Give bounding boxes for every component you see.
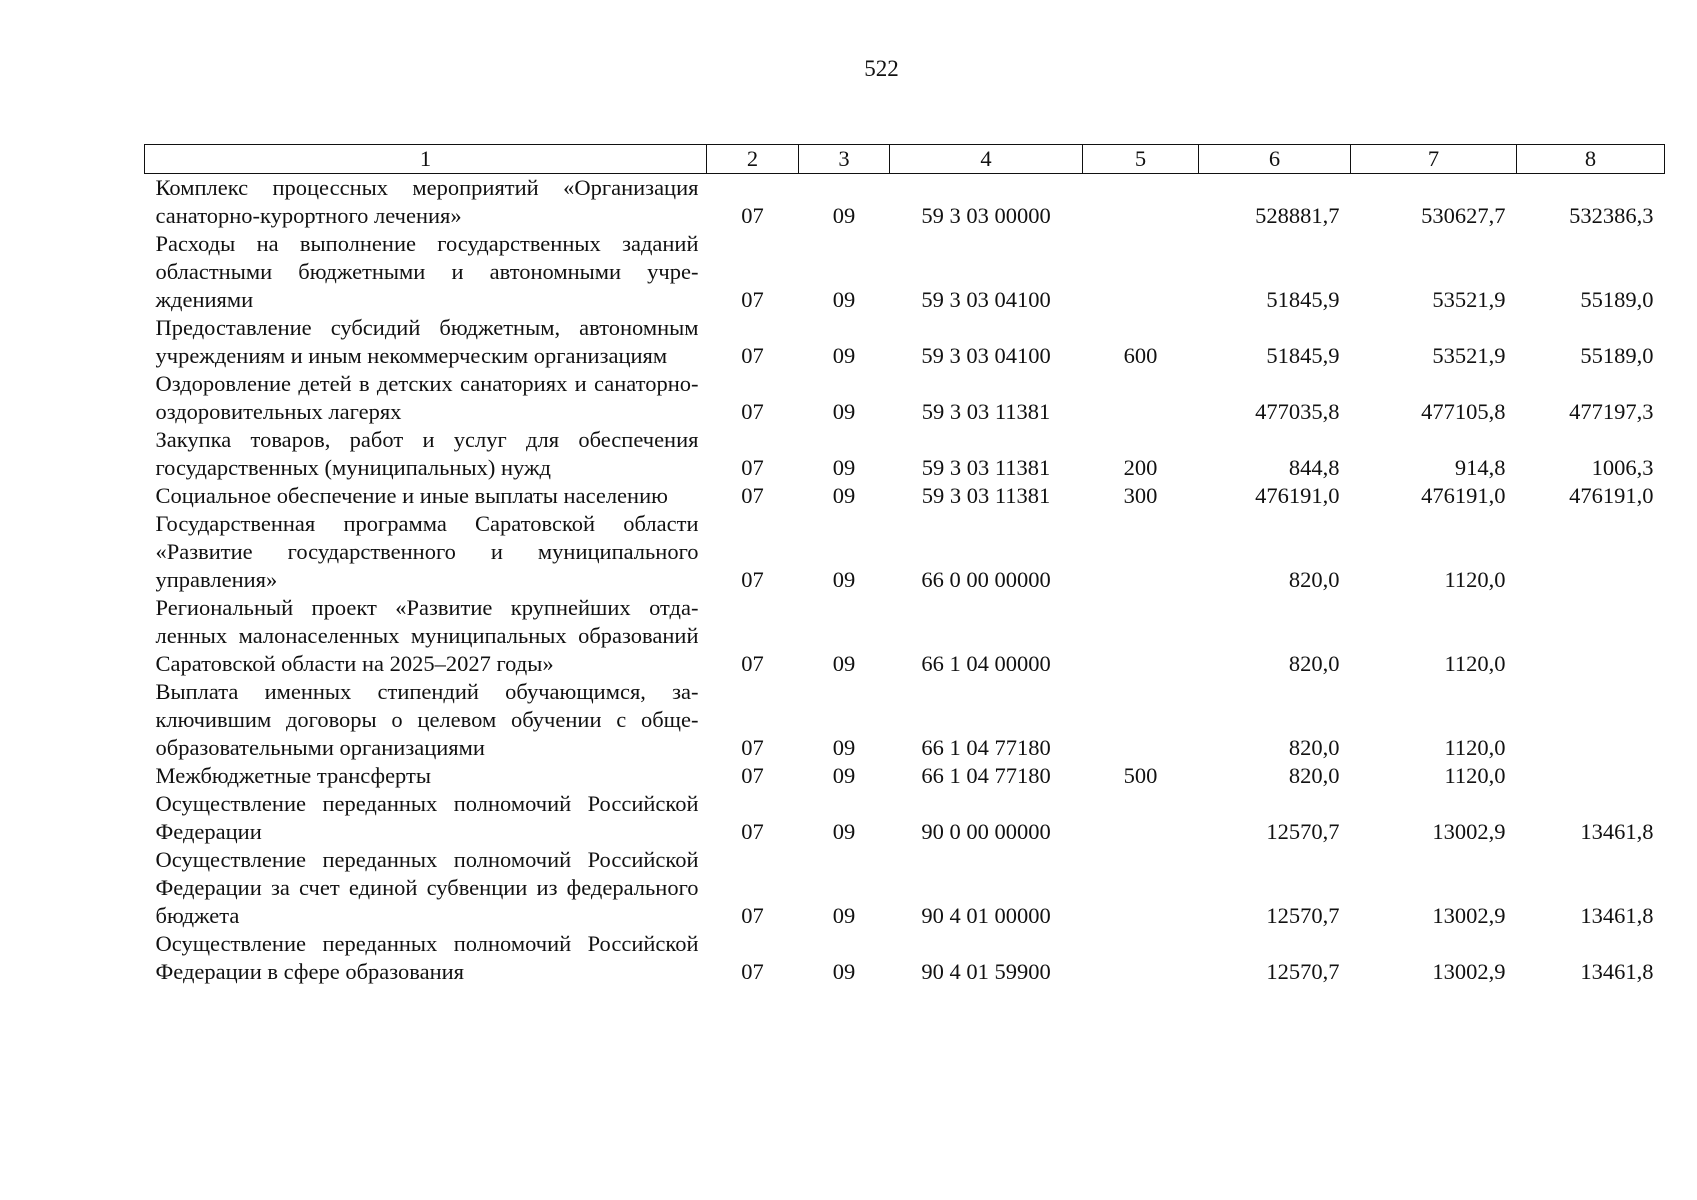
section-code: 07 bbox=[741, 651, 764, 676]
header-row bbox=[145, 145, 1665, 174]
amount-col-6: 528881,7 bbox=[1255, 203, 1340, 228]
table-row bbox=[145, 510, 1665, 594]
header-cell: 4 bbox=[890, 145, 1083, 174]
amount-col-7: 13002,9 bbox=[1432, 903, 1506, 928]
subsection-code: 09 bbox=[832, 399, 856, 424]
section-code: 07 bbox=[741, 287, 764, 312]
amount-col-6: 820,0 bbox=[1288, 651, 1340, 676]
table-row bbox=[145, 370, 1665, 426]
amount-col-8 bbox=[1517, 510, 1665, 594]
header-cell: 5 bbox=[1083, 145, 1199, 174]
subsection-code: 09 bbox=[832, 343, 856, 368]
amount-col-6: 820,0 bbox=[1288, 567, 1340, 592]
target-article-code: 66 1 04 77180 bbox=[921, 735, 1051, 760]
subsection-code: 09 bbox=[832, 287, 856, 312]
amount-col-6: 820,0 bbox=[1288, 735, 1340, 760]
expense-type-code: 300 bbox=[1123, 483, 1158, 508]
amount-col-7: 914,8 bbox=[1454, 455, 1506, 480]
expense-type-code bbox=[1083, 846, 1199, 930]
table-row bbox=[145, 426, 1665, 482]
expense-type-code bbox=[1083, 174, 1199, 231]
target-article-code: 59 3 03 11381 bbox=[921, 483, 1051, 508]
amount-col-6: 12570,7 bbox=[1266, 959, 1340, 984]
section-code: 07 bbox=[741, 763, 764, 788]
subsection-code: 09 bbox=[832, 903, 856, 928]
amount-col-6: 51845,9 bbox=[1266, 287, 1340, 312]
table-row bbox=[145, 678, 1665, 762]
target-article-code: 66 0 00 00000 bbox=[921, 567, 1051, 592]
header-cell: 7 bbox=[1351, 145, 1517, 174]
table-row bbox=[145, 594, 1665, 678]
subsection-code: 09 bbox=[832, 567, 856, 592]
row-name: Социальное обеспечение и иные выплаты населению bbox=[155, 483, 668, 508]
target-article-code: 59 3 03 11381 bbox=[921, 455, 1051, 480]
table-row bbox=[145, 762, 1665, 790]
row-name: Осуществление переданных полномочий Российской Федерации bbox=[155, 791, 699, 844]
expense-type-code bbox=[1083, 790, 1199, 846]
table-row bbox=[145, 482, 1665, 510]
expense-type-code bbox=[1083, 594, 1199, 678]
section-code: 07 bbox=[741, 903, 764, 928]
amount-col-7: 1120,0 bbox=[1444, 735, 1506, 760]
row-name: Комплекс процессных мероприятий «Организация санаторно-курортного лечения» bbox=[155, 175, 699, 228]
header-cell: 2 bbox=[707, 145, 799, 174]
expense-type-code bbox=[1083, 370, 1199, 426]
expense-type-code bbox=[1083, 510, 1199, 594]
table-row bbox=[145, 930, 1665, 986]
expense-type-code: 500 bbox=[1123, 763, 1158, 788]
subsection-code: 09 bbox=[832, 959, 856, 984]
row-name: Региональный проект «Развитие крупнейших отдаленных малонаселенных муниципальных образований Саратовской области на 2025–2027 годы» bbox=[155, 595, 699, 676]
amount-col-8: 476191,0 bbox=[1569, 483, 1654, 508]
amount-col-6: 844,8 bbox=[1288, 455, 1340, 480]
amount-col-8 bbox=[1517, 762, 1665, 790]
amount-col-8: 13461,8 bbox=[1580, 959, 1654, 984]
amount-col-7: 53521,9 bbox=[1432, 343, 1506, 368]
expense-type-code: 600 bbox=[1123, 343, 1158, 368]
section-code: 07 bbox=[741, 399, 764, 424]
amount-col-6: 12570,7 bbox=[1266, 903, 1340, 928]
table-row bbox=[145, 314, 1665, 370]
header-cell: 8 bbox=[1517, 145, 1665, 174]
amount-col-8 bbox=[1517, 594, 1665, 678]
subsection-code: 09 bbox=[832, 651, 856, 676]
row-name: Расходы на выполнение государственных заданий областными бюджетными и автономными учреждениями bbox=[155, 231, 699, 312]
row-name: Государственная программа Саратовской области «Развитие государственного и муниципального управления» bbox=[155, 511, 699, 592]
target-article-code: 59 3 03 11381 bbox=[921, 399, 1051, 424]
section-code: 07 bbox=[741, 819, 764, 844]
amount-col-6: 477035,8 bbox=[1255, 399, 1340, 424]
section-code: 07 bbox=[741, 483, 764, 508]
expense-type-code bbox=[1083, 230, 1199, 314]
amount-col-7: 530627,7 bbox=[1421, 203, 1506, 228]
expense-type-code bbox=[1083, 678, 1199, 762]
amount-col-7: 13002,9 bbox=[1432, 959, 1506, 984]
target-article-code: 90 0 00 00000 bbox=[921, 819, 1051, 844]
target-article-code: 59 3 03 04100 bbox=[921, 287, 1051, 312]
row-name: Оздоровление детей в детских санаториях и санаторно-оздоровительных лагерях bbox=[155, 371, 699, 424]
target-article-code: 66 1 04 77180 bbox=[921, 763, 1051, 788]
subsection-code: 09 bbox=[832, 819, 856, 844]
target-article-code: 90 4 01 59900 bbox=[921, 959, 1051, 984]
row-name: Осуществление переданных полномочий Российской Федерации в сфере образования bbox=[155, 931, 699, 984]
row-name: Межбюджетные трансферты bbox=[155, 763, 431, 788]
row-name: Осуществление переданных полномочий Российской Федерации за счет единой субвенции из федерального бюджета bbox=[155, 847, 699, 928]
expense-type-code: 200 bbox=[1123, 455, 1158, 480]
section-code: 07 bbox=[741, 735, 764, 760]
header-cell: 1 bbox=[145, 145, 707, 174]
amount-col-8: 532386,3 bbox=[1569, 203, 1654, 228]
subsection-code: 09 bbox=[832, 763, 856, 788]
amount-col-8: 55189,0 bbox=[1580, 287, 1654, 312]
amount-col-8: 477197,3 bbox=[1569, 399, 1654, 424]
subsection-code: 09 bbox=[832, 483, 856, 508]
table-row bbox=[145, 174, 1665, 231]
amount-col-6: 820,0 bbox=[1288, 763, 1340, 788]
section-code: 07 bbox=[741, 959, 764, 984]
amount-col-6: 12570,7 bbox=[1266, 819, 1340, 844]
amount-col-7: 53521,9 bbox=[1432, 287, 1506, 312]
budget-table bbox=[144, 144, 1665, 986]
amount-col-8 bbox=[1517, 678, 1665, 762]
row-name: Закупка товаров, работ и услуг для обеспечения государственных (муниципальных) нужд bbox=[155, 427, 699, 480]
section-code: 07 bbox=[741, 343, 764, 368]
amount-col-7: 477105,8 bbox=[1421, 399, 1506, 424]
amount-col-8: 13461,8 bbox=[1580, 903, 1654, 928]
subsection-code: 09 bbox=[832, 203, 856, 228]
amount-col-8: 1006,3 bbox=[1591, 455, 1654, 480]
amount-col-7: 1120,0 bbox=[1444, 567, 1506, 592]
row-name: Выплата именных стипендий обучающимся, заключившим договоры о целевом обучении с общеобразовательными организациями bbox=[155, 679, 699, 760]
target-article-code: 59 3 03 04100 bbox=[921, 343, 1051, 368]
section-code: 07 bbox=[741, 203, 764, 228]
target-article-code: 66 1 04 00000 bbox=[921, 651, 1051, 676]
header-cell: 6 bbox=[1199, 145, 1351, 174]
row-name: Предоставление субсидий бюджетным, автономным учреждениям и иным некоммерческим организациям bbox=[155, 315, 699, 368]
table-row bbox=[145, 846, 1665, 930]
table-row bbox=[145, 790, 1665, 846]
target-article-code: 59 3 03 00000 bbox=[921, 203, 1051, 228]
amount-col-7: 476191,0 bbox=[1421, 483, 1506, 508]
amount-col-7: 13002,9 bbox=[1432, 819, 1506, 844]
amount-col-8: 13461,8 bbox=[1580, 819, 1654, 844]
target-article-code: 90 4 01 00000 bbox=[921, 903, 1051, 928]
amount-col-7: 1120,0 bbox=[1444, 763, 1506, 788]
amount-col-7: 1120,0 bbox=[1444, 651, 1506, 676]
page-number: 522 bbox=[864, 56, 899, 81]
header-cell: 3 bbox=[799, 145, 890, 174]
section-code: 07 bbox=[741, 567, 764, 592]
section-code: 07 bbox=[741, 455, 764, 480]
subsection-code: 09 bbox=[832, 455, 856, 480]
table-row bbox=[145, 230, 1665, 314]
subsection-code: 09 bbox=[832, 735, 856, 760]
amount-col-8: 55189,0 bbox=[1580, 343, 1654, 368]
amount-col-6: 51845,9 bbox=[1266, 343, 1340, 368]
expense-type-code bbox=[1083, 930, 1199, 986]
amount-col-6: 476191,0 bbox=[1255, 483, 1340, 508]
